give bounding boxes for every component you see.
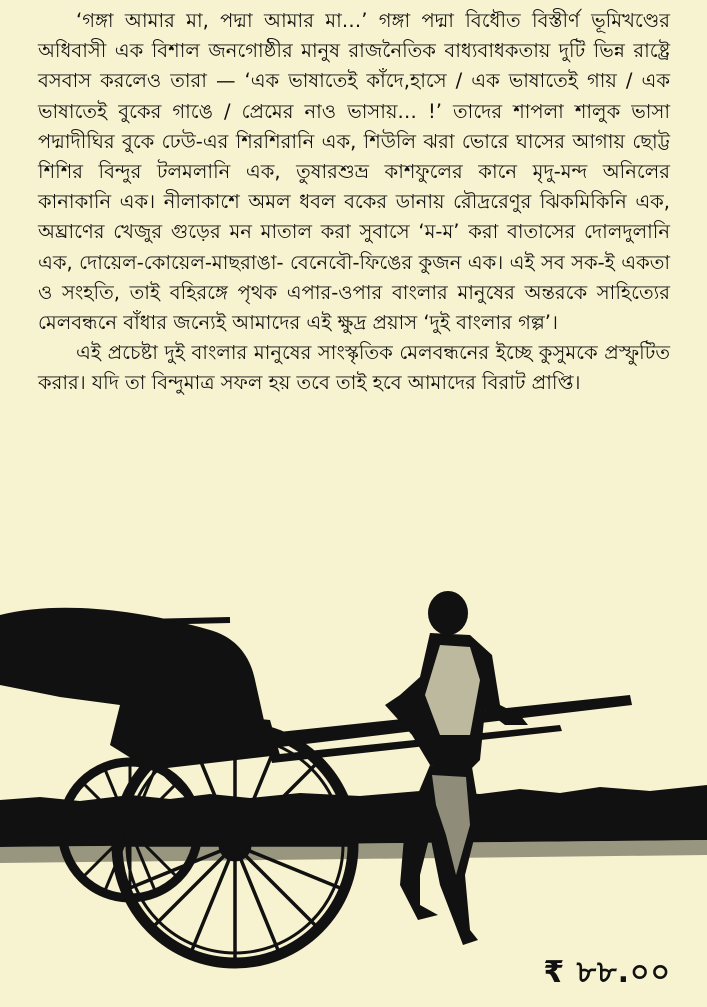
blurb-text: [38, 6, 670, 399]
rickshaw-puller-illustration: [0, 585, 707, 1007]
rickshaw-puller-figure: [385, 591, 528, 945]
price-label: ₹ ৮৮.০০: [543, 955, 671, 990]
front-wheel: [117, 727, 353, 963]
blurb-paragraph-1: ‘গঙ্গা আমার মা, পদ্মা আমার মা…’ গঙ্গা পদ্মা বিধৌত বিস্তীর্ণ ভূমিখণ্ডের অধিবাসী এক বিশাল জনগোষ্ঠীর মানুষ রাজনৈতিক বাধ্যবাধকতায় দুটি ভিন্ন রাষ্ট্রে বসবাস করলেও তারা — ‘এক ভাষাতেই কাঁদে,হাসে / এক ভাষাতেই গায় / এক ভাষাতেই বুকের গাঙে / প্রেমের নাও ভাসায়… !’ তাদের শাপলা শালুক ভাসা পদ্মাদীঘির বুকে ঢেউ-এর শিরশিরানি এক, শিউলি ঝরা ভোরে ঘাসের আগায় ছোট্ট শিশির বিন্দুর টলমলানি এক, তুষারশুভ্র কাশফুলের কানে মৃদু-মন্দ অনিলের কানাকানি এক। নীলাকাশে অমল ধবল বকের ডানায় রৌদ্ররেণুর ঝিকমিকিনি এক, অঘ্রাণের খেজুর গুড়ের মন মাতাল করা সুবাসে ‘ম-ম’ করা বাতাসের দোলদুলানি এক, দোয়েল-কোয়েল-মাছরাঙা- বেনেবৌ-ফিঙের কুজন এক। এই সব সক-ই একতা ও সংহতি, তাই বহিরঙ্গে পৃথক এপার-ওপার বাংলার মানুষের অন্তরকে সাহিত্যের মেলবন্ধনে বাঁধার জন্যেই আমাদের এই ক্ষুদ্র প্রয়াস ‘দুই বাংলার গল্প’।: [38, 9, 670, 335]
blurb-paragraph-2: এই প্রচেষ্টা দুই বাংলার মানুষের সাংস্কৃতিক মেলবন্ধনের ইচ্ছে কুসুমকে প্রস্ফুটিত করার। যদি তা বিন্দুমাত্র সফল হয় তবে তাই হবে আমাদের বিরাট প্রাপ্তি।: [38, 341, 670, 395]
